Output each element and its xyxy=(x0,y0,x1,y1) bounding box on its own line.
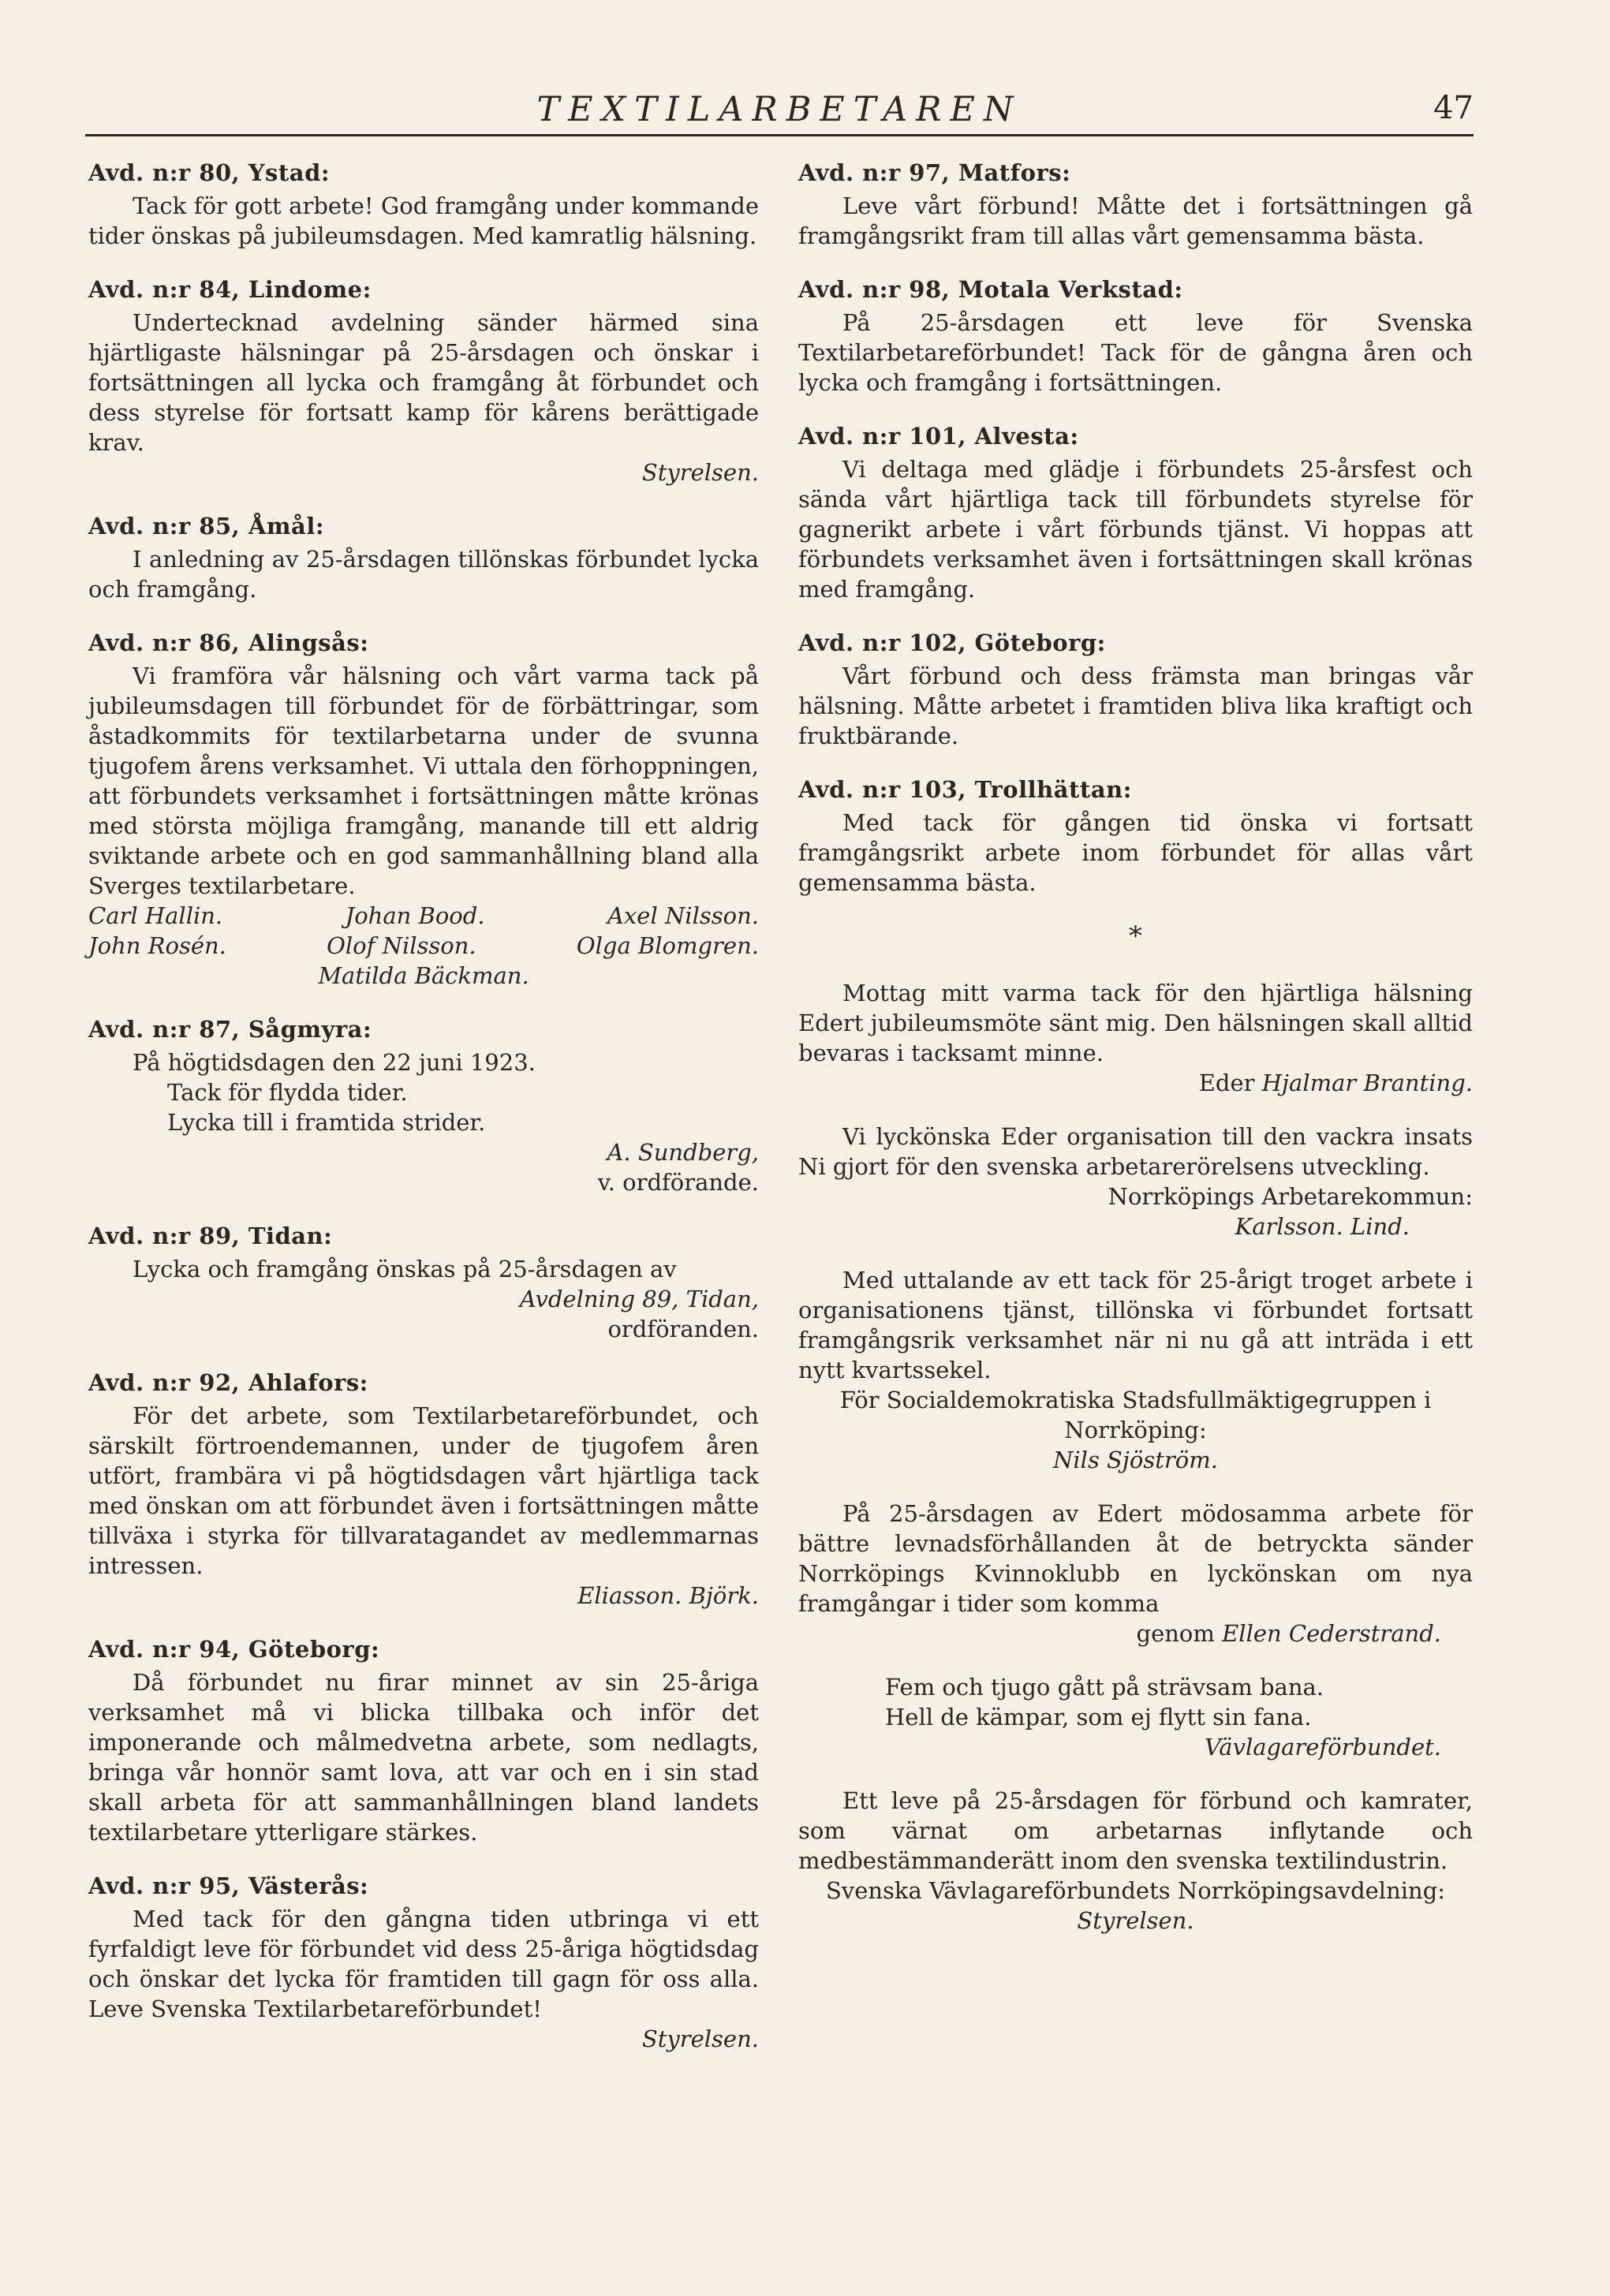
message-signature: Styrelsen. xyxy=(1077,1907,1194,1934)
poem-line: Tack för flydda tider. xyxy=(167,1079,408,1106)
message-signature: Vävlagareförbundet. xyxy=(1205,1734,1441,1760)
section-separator: * xyxy=(1129,920,1142,952)
entry-alingsas xyxy=(88,628,759,991)
entry-text: Vi framföra vår hälsning och vårt varma tack på jubileumsdagen till förbundet för de förbättringar, som åstadkommits för textilarbetarna under de svunna tjugofem årens verksamhet. Vi uttala den förhoppningen, att förbundets verksamhet i fortsättningen måtte krönas med största möjliga framgång, manande till ett aldrig sviktande arbete och en god sammanhållning bland alla Sverges textilarbetare. xyxy=(88,663,759,899)
entry-text: Leve vårt förbund! Måtte det i fortsättningen gå framgångsrikt fram till allas vårt gemensamma bästa. xyxy=(798,192,1473,249)
entry-trollhattan xyxy=(798,775,1473,898)
right-column xyxy=(798,158,1473,1959)
entry-text: Vi deltaga med glädje i förbundets 25-årsfest och sända vårt hjärtliga tack till förbundets styrelse för gagnerikt arbete i vårt förbunds tjänst. Vi hoppas att förbundets verksamhet även i fortsättningen skall krönas med framgång. xyxy=(798,456,1473,603)
message-text: Med uttalande av ett tack för 25-årigt troget arbete i organisationens tjänst, tillönska vi förbundet fortsatt framgångsrik verksamhet när ni nu gå att inträda i ett nytt kvartssekel. xyxy=(798,1267,1473,1383)
message-arbetarekommun xyxy=(798,1122,1473,1241)
poem-line: Fem och tjugo gått på strävsam bana. xyxy=(885,1674,1324,1701)
entry-heading: Avd. n:r 95, Västerås: xyxy=(88,1872,369,1899)
message-signature xyxy=(798,1068,1473,1098)
signature-prefix: genom xyxy=(1136,1620,1215,1647)
entry-sagmyra xyxy=(88,1014,759,1197)
entry-text: Vårt förbund och dess främsta man bringas vår hälsning. Måtte arbetet i framtiden bliva lika kraftigt och fruktbärande. xyxy=(798,663,1473,749)
entry-heading: Avd. n:r 102, Göteborg: xyxy=(798,629,1106,656)
message-organisation: Svenska Vävlagareförbundets Norrköpingsavdelning: xyxy=(825,1877,1446,1904)
message-branting xyxy=(798,978,1473,1098)
publication-title: TEXTILARBETAREN xyxy=(536,90,1022,129)
entry-heading: Avd. n:r 97, Matfors: xyxy=(798,159,1071,186)
signatory: Matilda Bäckman. xyxy=(318,962,529,989)
entry-signature: A. Sundberg, xyxy=(607,1139,759,1166)
entry-heading: Avd. n:r 80, Ystad: xyxy=(88,159,331,186)
entry-vasteras xyxy=(88,1871,759,2054)
signatory: Johan Bood. xyxy=(345,902,485,929)
signature-prefix: Eder xyxy=(1198,1070,1255,1096)
entry-heading: Avd. n:r 92, Ahlafors: xyxy=(88,1369,368,1396)
entry-text: För det arbete, som Textilarbetareförbundet, och särskilt förtroendemannen, under de tjugofem åren utfört, frambära vi på högtidsdagen vårt hjärtliga tack med önskan om att förbundet även i fortsättningen måtte tillväxa i styrka för tillvaratagandet av medlemmarnas intressen. xyxy=(88,1402,759,1579)
message-organisation: Norrköpings Arbetarekommun: xyxy=(1108,1183,1473,1210)
signatories-row xyxy=(88,931,759,961)
entry-motala xyxy=(798,274,1473,398)
message-text: Vi lyckönska Eder organisation till den vackra insats Ni gjort för den svenska arbetarerörelsens utveckling. xyxy=(798,1123,1473,1180)
message-text: Ett leve på 25-årsdagen för förbund och kamrater, som värnat om arbetarnas inflytande och medbestämmanderätt inom den svenska textilindustrin. xyxy=(798,1787,1473,1874)
entry-lindome xyxy=(88,274,759,487)
entry-signature-role: v. ordförande. xyxy=(597,1169,759,1196)
poem-line: På högtidsdagen den 22 juni 1923. xyxy=(133,1049,536,1076)
entry-text: Med tack för den gångna tiden utbringa vi ett fyrfaldigt leve för förbundet vid dess 25-åriga högtidsdag och önskar det lycka för framtiden till gagn för oss alla. Leve Svenska Textilarbetareförbundet! xyxy=(88,1906,759,2022)
signatory: Carl Hallin. xyxy=(88,902,223,929)
entry-alvesta xyxy=(798,421,1473,604)
signature-name: Ellen Cederstrand. xyxy=(1222,1620,1441,1647)
signatory: Olga Blomgren. xyxy=(576,932,759,959)
entry-heading: Avd. n:r 87, Sågmyra: xyxy=(88,1016,372,1043)
message-text: Mottag mitt varma tack för den hjärtliga hälsning Edert jubileumsmöte sänt mig. Den hälsningen skall alltid bevaras i tacksamt minne. xyxy=(798,980,1473,1066)
entry-ystad xyxy=(88,158,759,251)
entry-text: Tack för gott arbete! God framgång under kommande tider önskas på jubileumsdagen. Med kamratlig hälsning. xyxy=(88,192,759,249)
entry-goteborg-94 xyxy=(88,1634,759,1847)
entry-matfors xyxy=(798,158,1473,251)
message-organisation: För Socialdemokratiska Stadsfullmäktigegruppen i Norrköping: xyxy=(839,1387,1432,1443)
signature-name: Hjalmar Branting. xyxy=(1261,1070,1473,1096)
entry-heading: Avd. n:r 103, Trollhättan: xyxy=(798,776,1132,803)
signatories-row xyxy=(88,901,759,931)
signatory: Axel Nilsson. xyxy=(607,902,759,929)
entry-text: I anledning av 25-årsdagen tillönskas förbundet lycka och framgång. xyxy=(88,546,759,603)
entry-tidan xyxy=(88,1221,759,1344)
message-norrkopings-avdelning xyxy=(798,1786,1473,1936)
entry-signature-role: ordföranden. xyxy=(607,1316,759,1342)
entry-ahlafors xyxy=(88,1368,759,1611)
signatory: Olof Nilsson. xyxy=(327,932,476,959)
message-vavlagare xyxy=(798,1672,1473,1762)
entry-heading: Avd. n:r 89, Tidan: xyxy=(88,1223,333,1249)
message-text: På 25-årsdagen av Edert mödosamma arbete för bättre levnadsförhållanden åt de betryckta sänder Norrköpings Kvinnoklubb en lyckönskan om nya framgångar i tider som komma xyxy=(798,1500,1473,1617)
message-signature: Karlsson. Lind. xyxy=(1235,1213,1410,1240)
left-column xyxy=(88,158,759,2078)
entry-heading: Avd. n:r 85, Åmål: xyxy=(88,513,325,539)
entry-text: Lycka och framgång önskas på 25-årsdagen av xyxy=(133,1256,677,1282)
entry-signature: Avdelning 89, Tidan, xyxy=(519,1286,759,1312)
message-signature: Nils Sjöström. xyxy=(1053,1447,1218,1473)
message-kvinnoklubb xyxy=(798,1499,1473,1648)
entry-heading: Avd. n:r 98, Motala Verkstad: xyxy=(798,276,1183,303)
entry-goteborg-102 xyxy=(798,628,1473,751)
entry-signature: Styrelsen. xyxy=(641,2025,759,2052)
entry-signature: Styrelsen. xyxy=(641,459,759,486)
poem-line: Lycka till i framtida strider. xyxy=(167,1109,486,1136)
entry-heading: Avd. n:r 94, Göteborg: xyxy=(88,1636,380,1663)
signatory: John Rosén. xyxy=(88,932,226,959)
page-number: 47 xyxy=(1433,90,1474,126)
entry-heading: Avd. n:r 86, Alingsås: xyxy=(88,629,369,656)
entry-heading: Avd. n:r 101, Alvesta: xyxy=(798,423,1079,450)
entry-text: Med tack för gången tid önska vi fortsatt framgångsrikt arbete inom förbundet för allas vårt gemensamma bästa. xyxy=(798,809,1473,896)
page-header xyxy=(85,85,1474,136)
entry-amal xyxy=(88,511,759,604)
entry-text: Då förbundet nu firar minnet av sin 25-åriga verksamhet må vi blicka tillbaka och inför det imponerande och målmedvetna arbete, som nedlagts, bringa vår honnör samt lova, att var och en i sin stad skall arbeta för att sammanhållningen bland landets textilarbetare ytterligare stärkes. xyxy=(88,1669,759,1846)
poem-line: Hell de kämpar, som ej flytt sin fana. xyxy=(885,1704,1312,1730)
message-stadsfullmaktige xyxy=(798,1265,1473,1475)
entry-text: På 25-årsdagen ett leve för Svenska Textilarbetareförbundet! Tack för de gångna åren och lycka och framgång i fortsättningen. xyxy=(798,309,1473,396)
entry-text: Undertecknad avdelning sänder härmed sina hjärtligaste hälsningar på 25-årsdagen och önskar i fortsättningen all lycka och framgång åt förbundet och dess styrelse för fortsatt kamp för kårens berättigade krav. xyxy=(88,309,759,456)
entry-signature: Eliasson. Björk. xyxy=(577,1582,759,1609)
entry-heading: Avd. n:r 84, Lindome: xyxy=(88,276,372,303)
message-signature xyxy=(798,1618,1473,1648)
